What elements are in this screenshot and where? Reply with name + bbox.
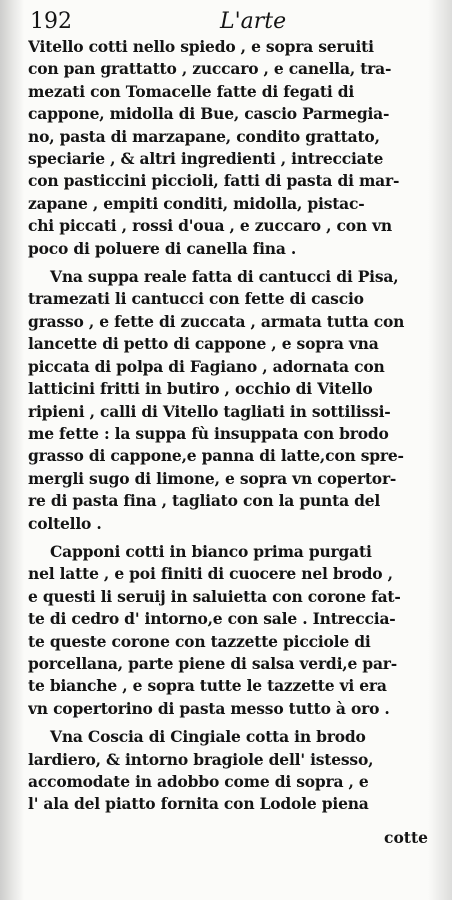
body-text bbox=[28, 36, 438, 822]
text-line: coltello . bbox=[28, 513, 102, 533]
text-line: con pasticcini piccioli, fatti di pasta di mar- bbox=[28, 171, 400, 191]
text-line: mezati con Tomacelle fatte di fegati di bbox=[28, 81, 355, 101]
text-line: mergli sugo di limone, e sopra vn copertor- bbox=[28, 468, 397, 488]
page-gutter-shadow bbox=[0, 0, 24, 900]
text-line: e questi li seruij in saluietta con corone fat- bbox=[28, 586, 401, 606]
paragraph-vitello bbox=[28, 36, 438, 260]
text-line: vn copertorino di pasta messo tutto à oro . bbox=[28, 698, 390, 718]
text-line: Vna suppa reale fatta di cantucci di Pisa, bbox=[50, 267, 399, 287]
text-line: nel latte , e poi finiti di cuocere nel brodo , bbox=[28, 564, 393, 584]
text-line: piccata di polpa di Fagiano , adornata con bbox=[28, 356, 385, 376]
text-line: con pan grattatto , zuccaro , e canella, tra- bbox=[28, 59, 392, 79]
text-line: grasso , e fette di zuccata , armata tutta con bbox=[28, 311, 405, 331]
paragraph-capponi bbox=[28, 541, 438, 720]
text-line: te queste corone con tazzette picciole di bbox=[28, 631, 371, 651]
text-line: Vna Coscia di Cingiale cotta in brodo bbox=[50, 727, 366, 747]
text-line: porcellana, parte piene di salsa verdi,e par- bbox=[28, 653, 397, 673]
text-line: grasso di cappone,e panna di latte,con spre- bbox=[28, 446, 404, 466]
text-line: l' ala del piatto fornita con Lodole piena bbox=[28, 794, 369, 814]
running-title: L'arte bbox=[220, 9, 287, 34]
page-number: 192 bbox=[30, 9, 72, 34]
text-line: lardiero, & intorno bragiole dell' istesso, bbox=[28, 749, 374, 769]
text-line: me fette : la suppa fù insuppata con brodo bbox=[28, 423, 389, 443]
text-line: latticini fritti in butiro , occhio di Vitello bbox=[28, 379, 373, 399]
text-line: ripieni , calli di Vitello tagliati in sottilissi- bbox=[28, 401, 391, 421]
paragraph-suppa-reale bbox=[28, 266, 438, 535]
paragraph-coscia-cingiale bbox=[28, 726, 438, 816]
catchword: cotte bbox=[384, 828, 428, 847]
text-line: accomodate in adobbo come di sopra , e bbox=[28, 772, 369, 791]
text-line: tramezati li cantucci con fette di cascio bbox=[28, 289, 364, 309]
text-line: poco di poluere di canella fina . bbox=[28, 238, 297, 258]
text-line: lancette di petto di cappone , e sopra vna bbox=[28, 334, 379, 354]
text-line: te bianche , e sopra tutte le tazzette vi era bbox=[28, 676, 387, 696]
text-line: Vitello cotti nello spiedo , e sopra seruiti bbox=[28, 37, 374, 56]
text-line: cappone, midolla di Bue, cascio Parmegia- bbox=[28, 104, 390, 124]
text-line: chi piccati , rossi d'oua , e zuccaro , con vn bbox=[28, 216, 392, 236]
text-line: no, pasta di marzapane, condito grattato, bbox=[28, 126, 380, 146]
text-line: speciarie , & altri ingredienti , intrecciate bbox=[28, 149, 384, 169]
text-line: re di pasta fina , tagliato con la punta del bbox=[28, 491, 381, 511]
running-head bbox=[30, 8, 430, 36]
text-line: Capponi cotti in bianco prima purgati bbox=[50, 541, 372, 561]
text-line: zapane , empiti conditi, midolla, pistac- bbox=[28, 193, 365, 213]
text-line: te di cedro d' intorno,e con sale . Intreccia- bbox=[28, 609, 396, 629]
